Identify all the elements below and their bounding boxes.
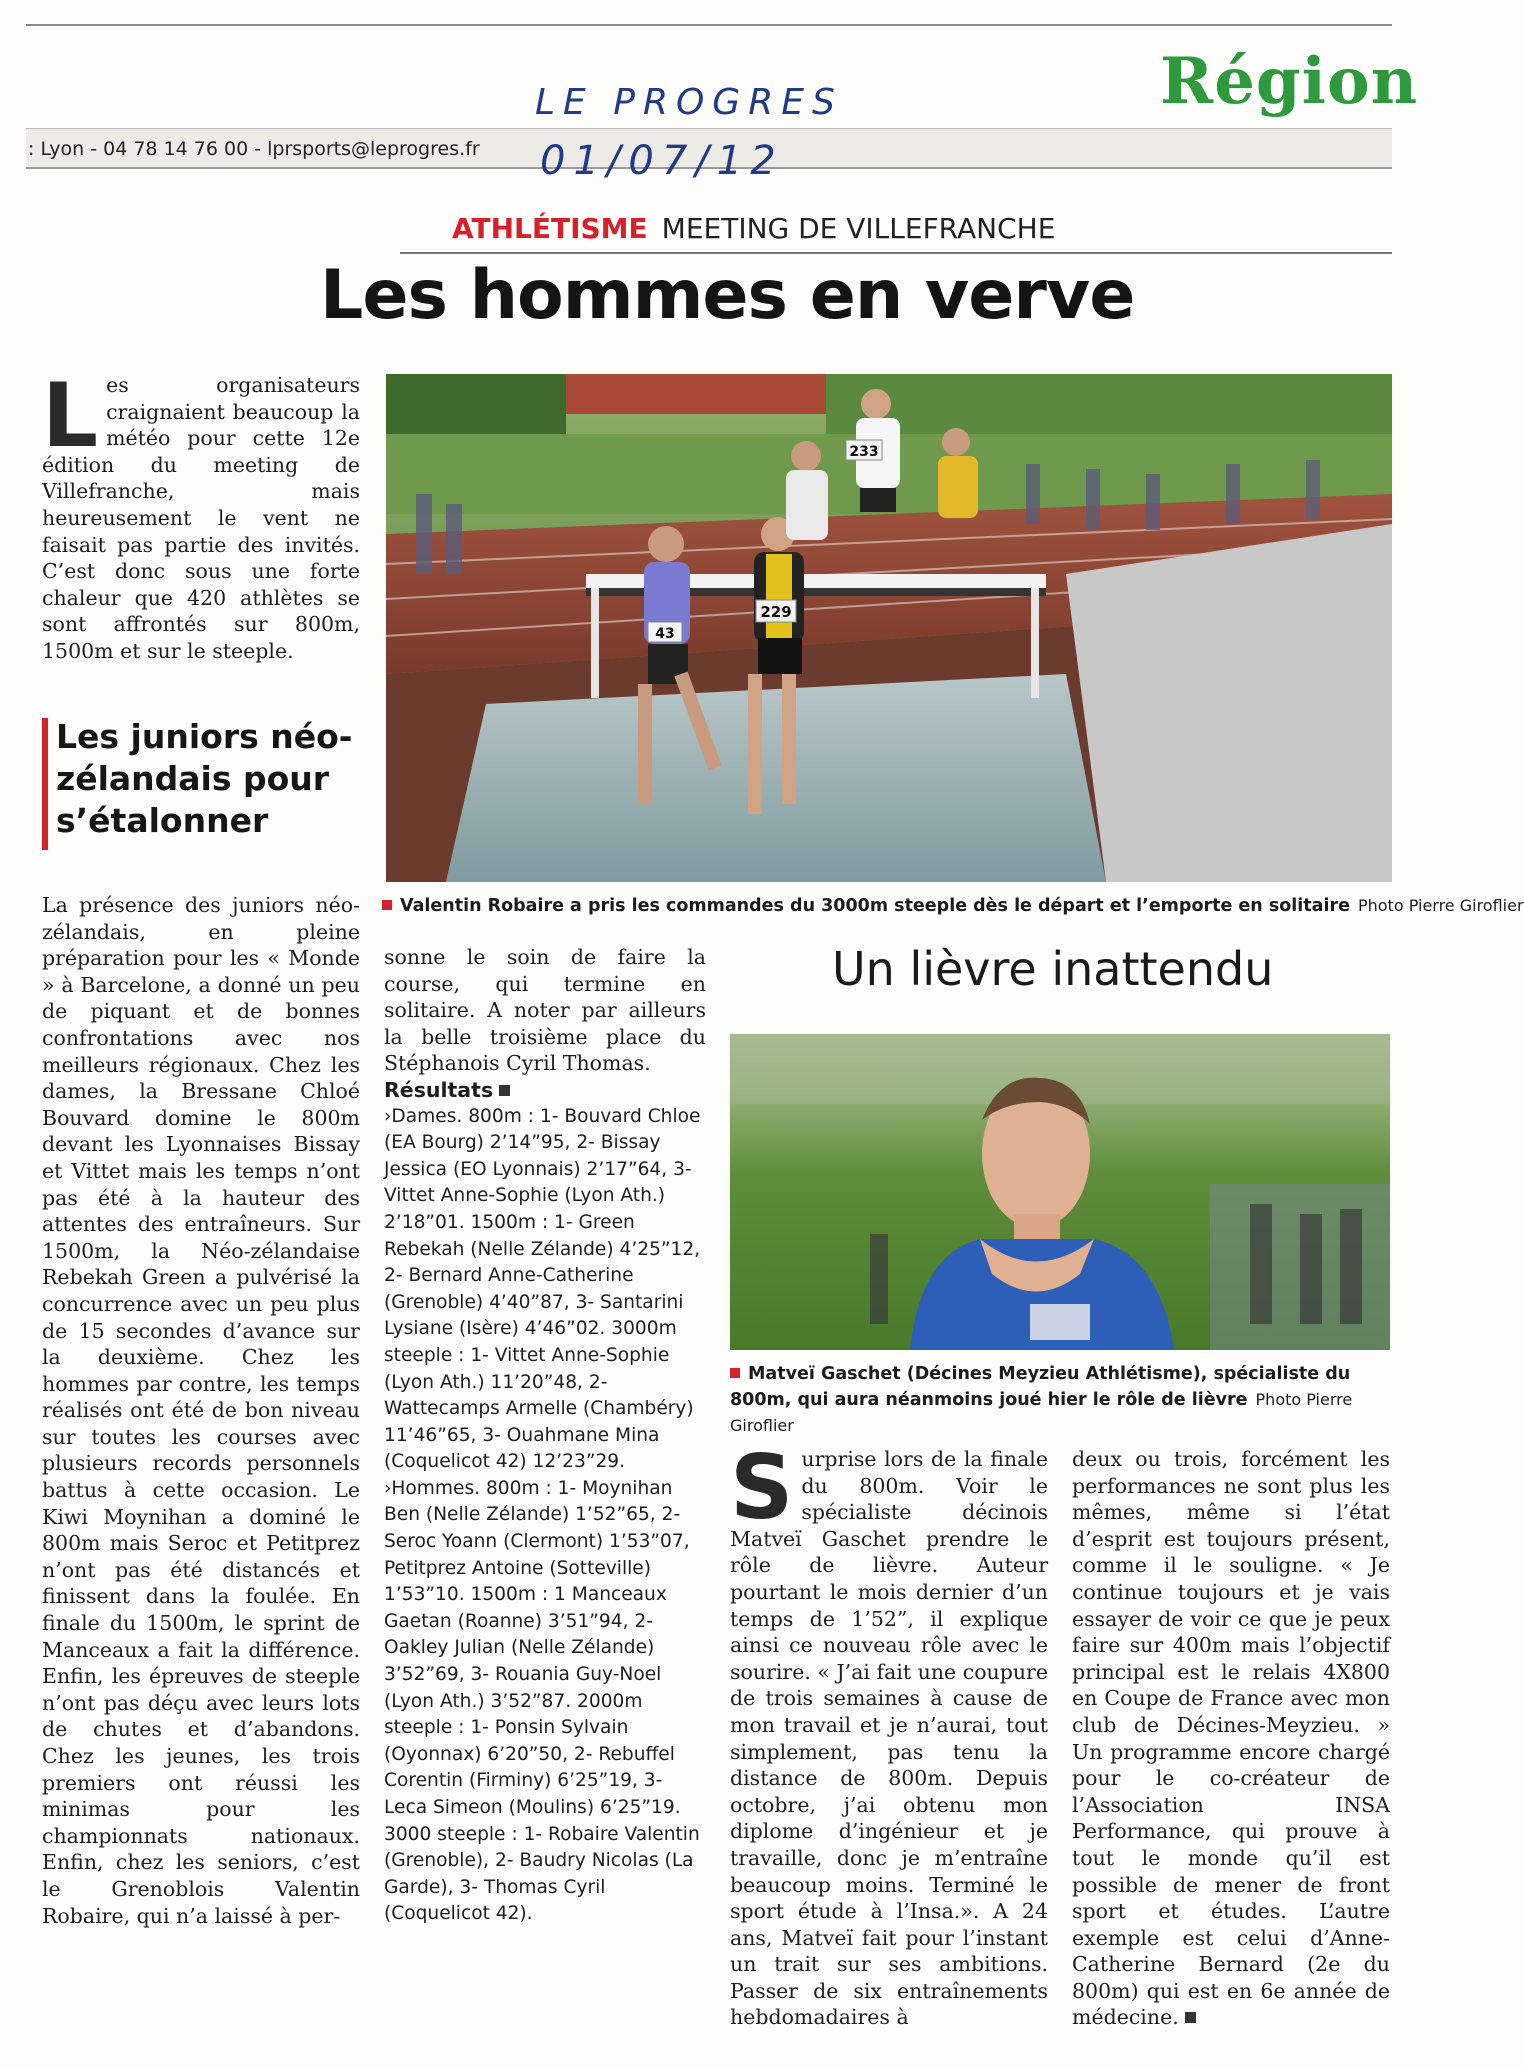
portrait-photo-illustration xyxy=(730,1034,1390,1350)
subhead-accent-bar xyxy=(42,718,48,850)
drop-cap: L xyxy=(42,364,99,467)
article2-column-2: deux ou trois, forcément les performances ne sont plus les mêmes, même si l’état d’esprit est toujours présent, comme il le souligne. « Je continue toujours et je vais essayer de voir ce que je peux faire sur 400m mais l’objectif principal est le relais 4X800 en Coupe de France avec mon club de Décines-Meyzieu. » Un programme encore chargé pour le co-créateur de l’Association INSA Performance, qui prouve à tout le monde qu’il est possible de mener de front sport et études. L’autre exemple est celui d’Anne-Catherine Bernard (2e du 800m) qui est en 6e année de médecine. xyxy=(1072,1447,1390,2030)
handwritten-date: 01/07/12 xyxy=(540,138,784,184)
top-rule xyxy=(26,24,1392,26)
photo-caption-1: Valentin Robaire a pris les commandes du 3000m steeple dès le départ et l’emporte en solitaire Photo Pierre Giroflier xyxy=(382,896,1402,916)
kicker-event: MEETING DE VILLEFRANCHE xyxy=(661,212,1056,245)
caption-bullet-icon xyxy=(730,1368,740,1378)
photo-credit-1: Photo Pierre Giroflier xyxy=(1357,896,1524,915)
caption-bullet-icon xyxy=(382,900,392,910)
bib-number: 229 xyxy=(760,603,792,621)
bib-number: 43 xyxy=(655,626,675,642)
article-column-1: La présence des juniors néo-zélandais, en pleine préparation pour les « Monde » à Barcelone, a donné un peu de piquant et de bonnes confrontations avec nos meilleurs régionaux. Chez les dames, la Bressane Chloé Bouvard domine le 800m devant les Lyonnaises Bissay et Vittet mais les temps n’ont pas été à la hauteur des attentes des entraîneurs. Sur 1500m, la Néo-zélandaise Rebekah Green a pulvérisé la concurrence avec un peu plus de 15 secondes d’avance sur la deuxième. Chez les hommes par contre, les temps réalisés ont été de bon niveau sur toutes les courses avec plusieurs records personnels battus à cette occasion. Le Kiwi Moynihan a dominé le 800m mais Seroc et Petitprez n’ont pas été distancés et finissent dans la foulée. En finale du 1500m, le sprint de Manceaux a fait la différence. Enfin, les épreuves de steeple n’ont pas déçu avec leurs lots de chutes et d’abandons. Chez les jeunes, les trois premiers ont réussi les minimas pour les championnats nationaux. Enfin, chez les seniors, c’est le Grenoblois Valentin Robaire, qui n’a laissé à per- xyxy=(42,893,360,1928)
kicker-rule xyxy=(400,252,1392,254)
photo-caption-2: Matveï Gaschet (Décines Meyzieu Athlétisme), spécialiste du 800m, qui aura néanmoins joué hier le rôle de lièvre Photo Pierre Giroflier xyxy=(730,1364,1353,1435)
article2-title: Un lièvre inattendu xyxy=(832,942,1274,996)
end-mark-icon xyxy=(1185,2012,1196,2023)
results-heading: Résultats xyxy=(384,1077,706,1104)
headline: Les hommes en verve xyxy=(320,256,1135,335)
steeple-photo-illustration xyxy=(386,374,1392,882)
article2-column-1 xyxy=(730,1436,1048,2031)
photo-credit-2: Photo Pierre Giroflier xyxy=(730,1390,1353,1435)
bib-number: 233 xyxy=(849,444,879,460)
results-text: ›Dames. 800m : 1- Bouvard Chloe (EA Bourg) 2’14”95, 2- Bissay Jessica (EO Lyonnais) 2’17”64, 3- Vittet Anne-Sophie (Lyon Ath.) 2’18”01. 1500m : 1- Green Rebekah (Nelle Zélande) 4’25”12, 2- Bernard Anne-Catherine (Grenoble) 4’40”87, 3- Santarini Lysiane (Isère) 4’46”02. 3000m steeple : 1- Vittet Anne-Sophie (Lyon Ath.) 11’20”48, 2- Wattecamps Armelle (Chambéry) 11’46”65, 3- Ouahmane Mina (Coquelicot 42) 12’23”29. ›Hommes. 800m : 1- Moynihan Ben (Nelle Zélande) 1’52”65, 2- Seroc Yoann (Clermont) 1’53”07, Petitprez Antoine (Sotteville) 1’53”10. 1500m : 1 Manceaux Gaetan (Roanne) 3’51”94, 2- Oakley Julian (Nelle Zélande) 3’52”69, 3- Rouania Guy-Noel (Lyon Ath.) 3’52”87. 2000m steeple : 1- Ponsin Sylvain (Oyonnax) 6’20”50, 2- Rebuffel Corentin (Firminy) 6’25”19, 3- Leca Simeon (Moulins) 6’25”19. 3000 steeple : 1- Robaire Valentin (Grenoble), 2- Baudry Nicolas (La Garde), 3- Thomas Cyril (Coquelicot 42). xyxy=(384,1105,701,1925)
kicker xyxy=(452,212,1055,245)
intro-paragraph xyxy=(42,364,360,665)
section-title: Région xyxy=(1160,44,1419,119)
article-column-2-text: sonne le soin de faire la course, qui termine en solitaire. A noter par ailleurs la belle troisième place du Stéphanois Cyril Thomas. xyxy=(384,945,706,1076)
subhead: Les juniors néo-zélandais pour s’étalonner xyxy=(56,717,353,840)
contact-line: : Lyon - 04 78 14 76 00 - lprsports@leprogres.fr xyxy=(28,138,480,160)
drop-cap: S xyxy=(730,1436,794,1539)
article-column-2 xyxy=(384,944,706,1928)
square-bullet-icon xyxy=(499,1085,510,1096)
kicker-category: ATHLÉTISME xyxy=(452,212,648,245)
article2-column-1-text: urprise lors de la finale du 800m. Voir le spécialiste décinois Matveï Gaschet prendre le rôle de lièvre. Auteur pourtant le mois dernier d’un temps de 1’52”, il explique ainsi ce nouveau rôle avec le sourire. « J’ai fait une coupure de trois semaines à cause de mon travail et je n’aurai, tout simplement, pas tenu la distance de 800m. Depuis octobre, j’ai obtenu mon diplome d’ingénieur et je travaille, donc je m’entraîne beaucoup moins. Terminé le sport étude à l’Insa.». A 24 ans, Matveï fait pour l’instant un trait sur ses ambitions. Passer de six entraînements hebdomadaires à xyxy=(730,1447,1048,2030)
intro-text: es organisateurs craignaient beaucoup la météo pour cette 12e édition du meeting de Villefranche, mais heureusement le vent ne faisait pas partie des invités. C’est donc sous une forte chaleur que 420 athlètes se sont affrontés sur 800m, 1500m et sur le steeple. xyxy=(42,373,360,663)
handwritten-paper-name: LE PROGRES xyxy=(535,82,843,123)
steeple-photo xyxy=(386,374,1392,882)
portrait-photo xyxy=(730,1034,1390,1350)
